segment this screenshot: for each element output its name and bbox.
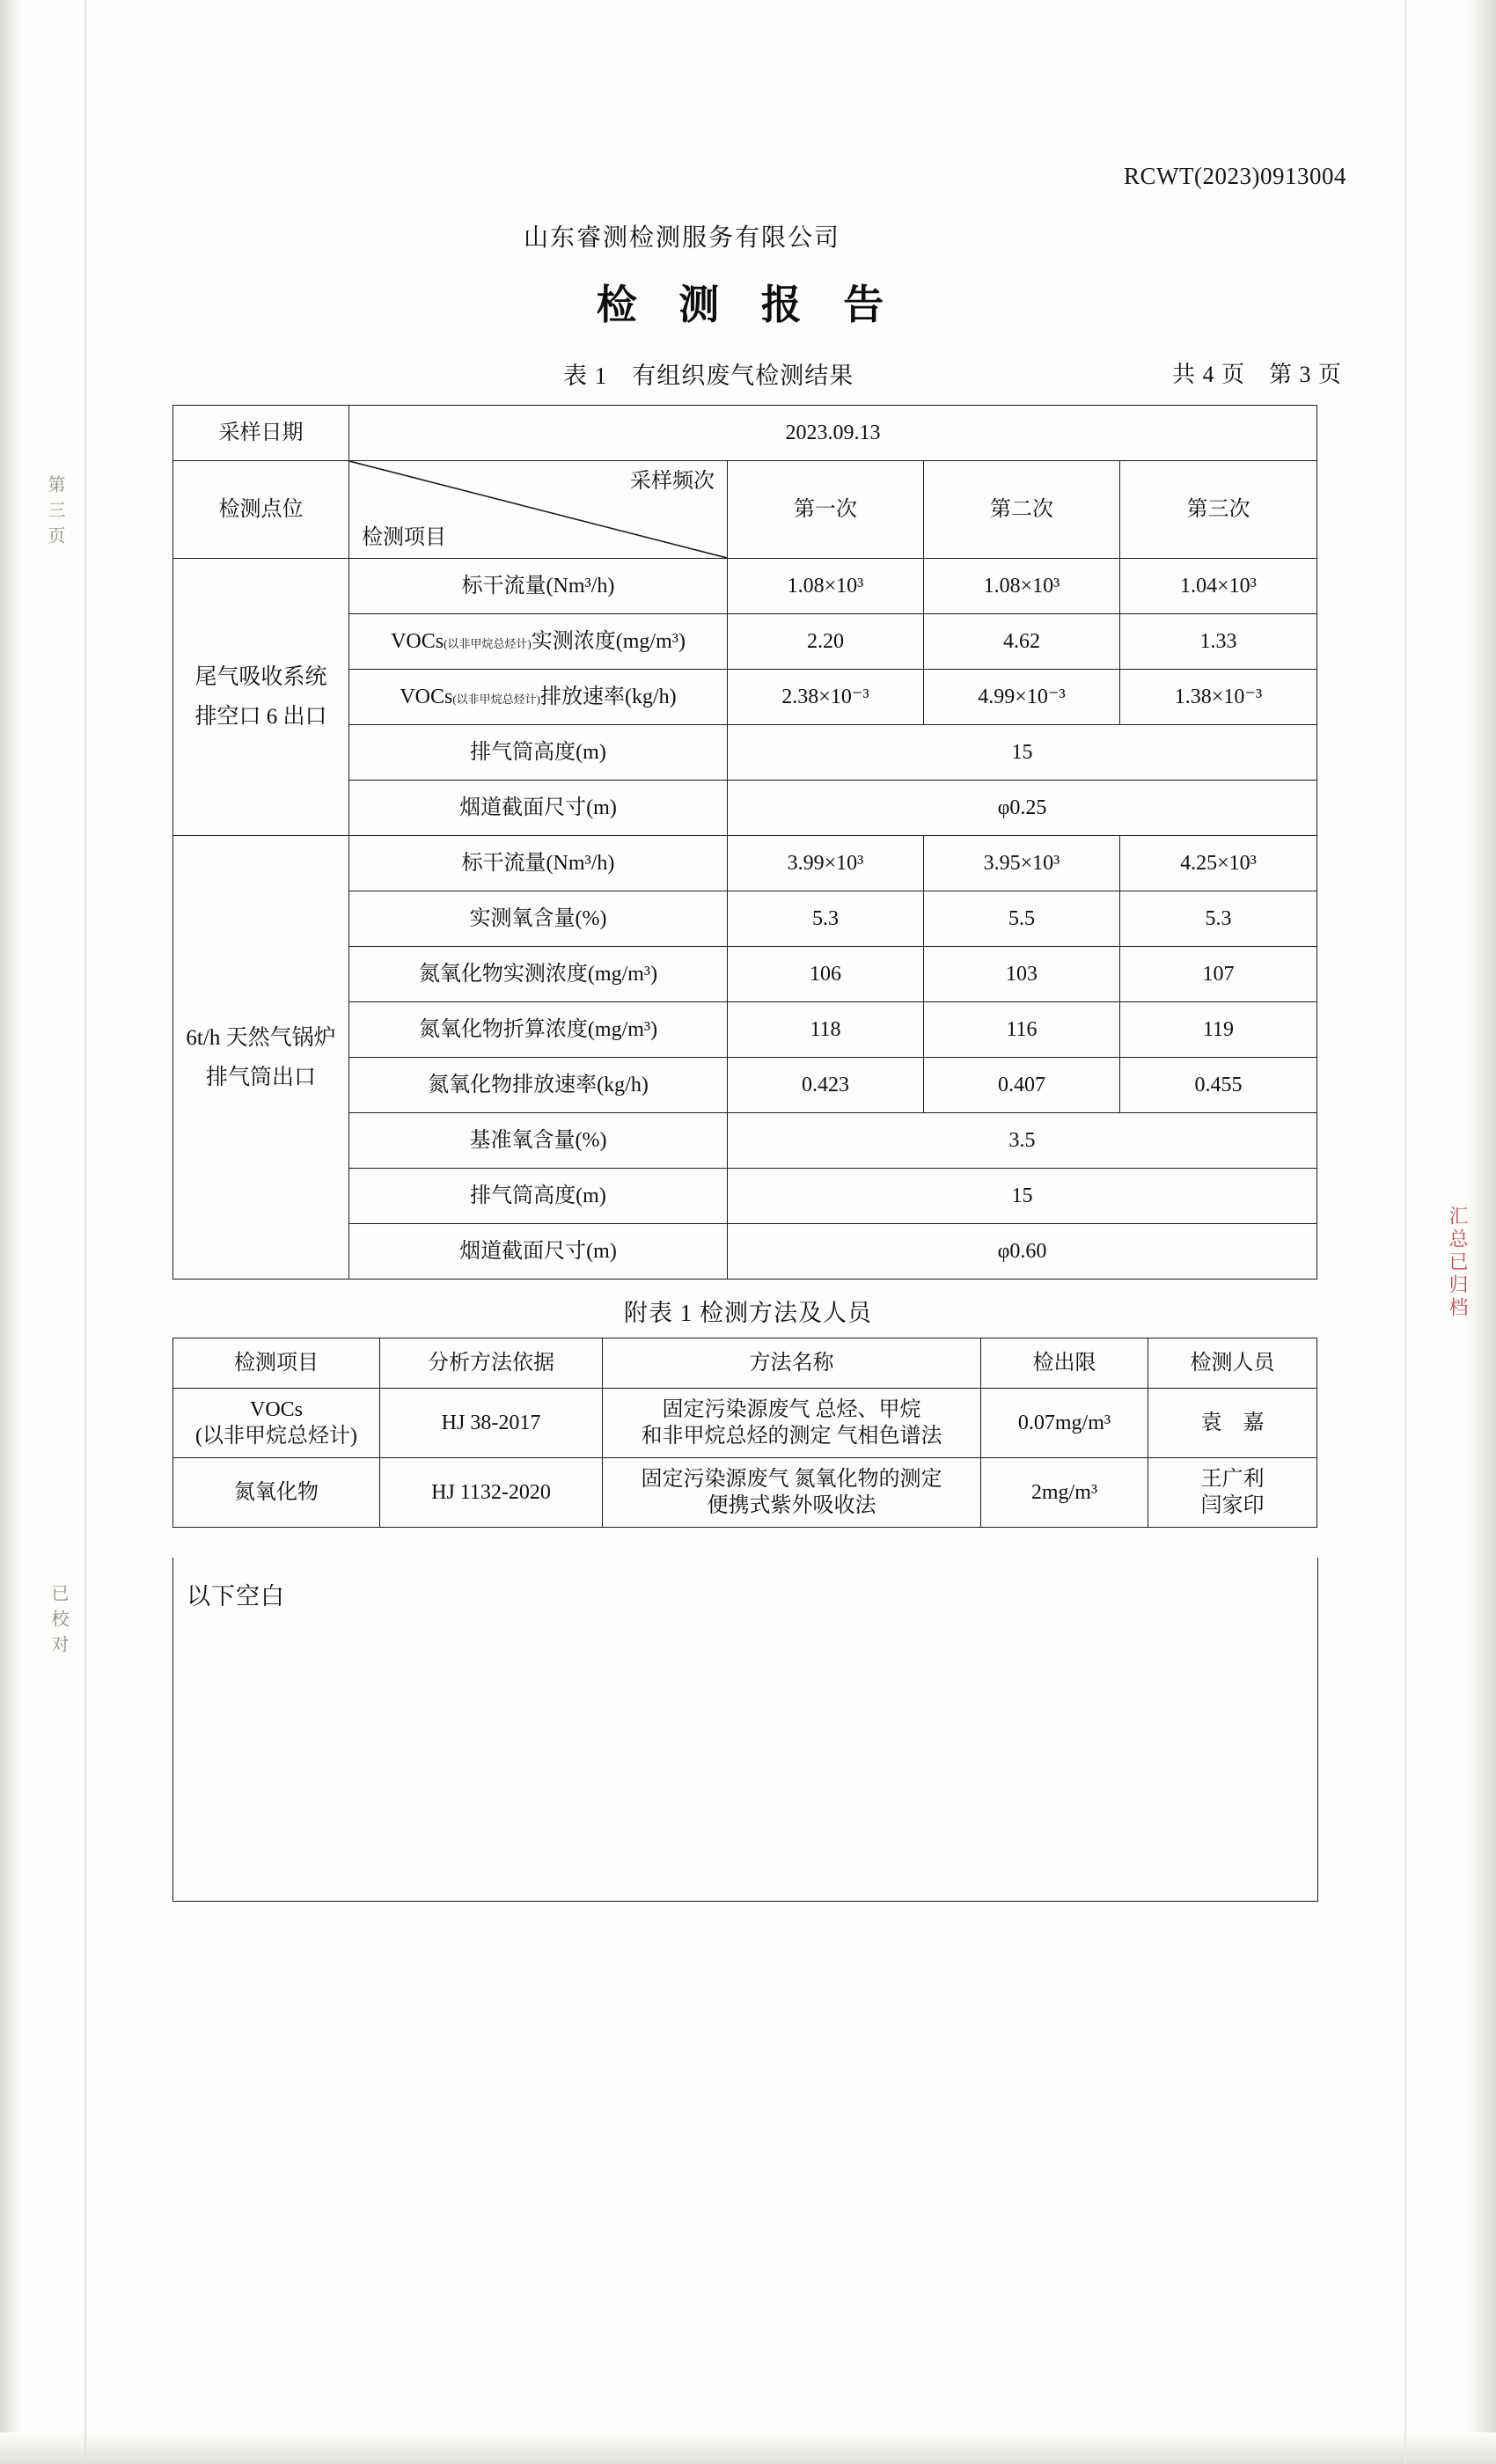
measurement-value-cell: 15 <box>728 1169 1317 1224</box>
table-row <box>173 1389 1317 1458</box>
measurement-value-cell: 119 <box>1120 1002 1317 1058</box>
measurement-value-cell: 0.455 <box>1120 1058 1317 1113</box>
measurement-value-cell: 103 <box>924 947 1120 1002</box>
column-header-3: 第三次 <box>1120 461 1317 559</box>
method-person-cell: 袁 嘉 <box>1148 1389 1317 1458</box>
measurement-item-cell: 实测氧含量(%) <box>349 891 728 947</box>
sampling-date-label: 采样日期 <box>173 406 349 461</box>
measurement-point-cell: 尾气吸收系统 排空口 6 出口 <box>173 559 349 836</box>
measurement-value-cell: 106 <box>728 947 924 1002</box>
margin-pencil-annotation-2: 已 校 对 <box>48 1584 68 1654</box>
measurement-value-cell: 1.04×10³ <box>1120 559 1317 614</box>
report-number: RCWT(2023)0913004 <box>1124 163 1346 189</box>
page-title: 检 测 报 告 <box>596 282 900 327</box>
column-header-2: 第二次 <box>924 461 1120 559</box>
method-header-name: 方法名称 <box>603 1338 981 1389</box>
table-row <box>173 1458 1317 1528</box>
method-header-person: 检测人员 <box>1148 1338 1317 1389</box>
method-standard-cell: HJ 38-2017 <box>380 1389 603 1458</box>
measurement-value-cell: 2.38×10⁻³ <box>728 670 924 725</box>
table-row-header <box>173 461 1317 559</box>
method-person-cell: 王广利 闫家印 <box>1148 1458 1317 1528</box>
method-header-limit: 检出限 <box>981 1338 1148 1389</box>
measurement-item-cell: VOCs(以非甲烷总烃计)实测浓度(mg/m³) <box>349 614 728 670</box>
frequency-item-split-header <box>349 461 728 559</box>
measurement-item-cell: 烟道截面尺寸(m) <box>349 781 728 836</box>
measurement-value-cell: 0.423 <box>728 1058 924 1113</box>
method-item-cell: 氮氧化物 <box>173 1458 380 1528</box>
measurement-value-cell: 1.08×10³ <box>728 559 924 614</box>
measurement-value-cell: 1.38×10⁻³ <box>1120 670 1317 725</box>
blank-area-box <box>172 1558 1318 1902</box>
measurement-value-cell: 0.407 <box>924 1058 1120 1113</box>
measurement-value-cell: φ0.25 <box>728 781 1317 836</box>
measurement-item-cell: 排气筒高度(m) <box>349 725 728 781</box>
measurement-value-cell: 4.99×10⁻³ <box>924 670 1120 725</box>
table-row <box>173 836 1317 891</box>
measurement-item-cell: 基准氧含量(%) <box>349 1113 728 1169</box>
table-row-sampling-date <box>173 406 1317 461</box>
measurement-value-cell: 5.5 <box>924 891 1120 947</box>
method-limit-cell: 0.07mg/m³ <box>981 1389 1148 1458</box>
method-header-item: 检测项目 <box>173 1338 380 1389</box>
table-row <box>173 559 1317 614</box>
page-number-info: 共 4 页 第 3 页 <box>1171 362 1342 387</box>
measurement-value-cell: 107 <box>1120 947 1317 1002</box>
measurement-item-cell: VOCs(以非甲烷总烃计)排放速率(kg/h) <box>349 670 728 725</box>
point-label: 检测点位 <box>173 461 349 559</box>
table2-caption: 附表 1 检测方法及人员 <box>624 1300 872 1326</box>
method-table-body <box>173 1389 1317 1528</box>
measurement-value-cell: 3.99×10³ <box>728 836 924 891</box>
measurement-value-cell: 4.62 <box>924 614 1120 670</box>
measurement-value-cell: 3.5 <box>728 1113 1317 1169</box>
measurement-item-cell: 标干流量(Nm³/h) <box>349 836 728 891</box>
measurement-value-cell: 1.33 <box>1120 614 1317 670</box>
measurement-value-cell: 1.08×10³ <box>924 559 1120 614</box>
measurement-item-cell: 氮氧化物折算浓度(mg/m³) <box>349 1002 728 1058</box>
method-table-header-row <box>173 1338 1317 1389</box>
table1-caption: 表 1 有组织废气检测结果 <box>563 363 854 389</box>
measurement-value-cell: 118 <box>728 1002 924 1058</box>
method-standard-cell: HJ 1132-2020 <box>380 1458 603 1528</box>
measurement-value-cell: 15 <box>728 725 1317 781</box>
frequency-label: 采样频次 <box>630 470 715 493</box>
blank-note-text: 以下空白 <box>187 1583 285 1610</box>
results-body <box>173 559 1317 1280</box>
method-item-cell: VOCs (以非甲烷总烃计) <box>173 1389 380 1458</box>
measurement-item-cell: 氮氧化物实测浓度(mg/m³) <box>349 947 728 1002</box>
method-and-personnel-table <box>172 1338 1317 1528</box>
margin-pencil-annotation-1: 第 三 页 <box>45 475 64 546</box>
measurement-value-cell: 4.25×10³ <box>1120 836 1317 891</box>
measurement-value-cell: 116 <box>924 1002 1120 1058</box>
method-limit-cell: 2mg/m³ <box>981 1458 1148 1528</box>
column-header-1: 第一次 <box>728 461 924 559</box>
measurement-item-cell: 氮氧化物排放速率(kg/h) <box>349 1058 728 1113</box>
margin-red-annotation: 汇总已归档 <box>1447 1206 1469 1320</box>
measurement-item-cell: 排气筒高度(m) <box>349 1169 728 1224</box>
method-name-cell: 固定污染源废气 总烃、甲烷 和非甲烷总烃的测定 气相色谱法 <box>603 1389 981 1458</box>
method-name-cell: 固定污染源废气 氮氧化物的测定 便携式紫外吸收法 <box>603 1458 981 1528</box>
method-header-standard: 分析方法依据 <box>380 1338 603 1389</box>
item-label: 检测项目 <box>362 526 446 549</box>
measurement-value-cell: 2.20 <box>728 614 924 670</box>
measurement-value-cell: φ0.60 <box>728 1224 1317 1280</box>
measurement-point-cell: 6t/h 天然气锅炉 排气筒出口 <box>173 836 349 1280</box>
measurement-value-cell: 5.3 <box>728 891 924 947</box>
measurement-value-cell: 5.3 <box>1120 891 1317 947</box>
company-name: 山东睿测检测服务有限公司 <box>524 224 841 252</box>
organized-exhaust-results-table <box>172 405 1317 1280</box>
measurement-value-cell: 3.95×10³ <box>924 836 1120 891</box>
sampling-date-value: 2023.09.13 <box>349 406 1317 461</box>
measurement-item-cell: 标干流量(Nm³/h) <box>349 559 728 614</box>
measurement-item-cell: 烟道截面尺寸(m) <box>349 1224 728 1280</box>
